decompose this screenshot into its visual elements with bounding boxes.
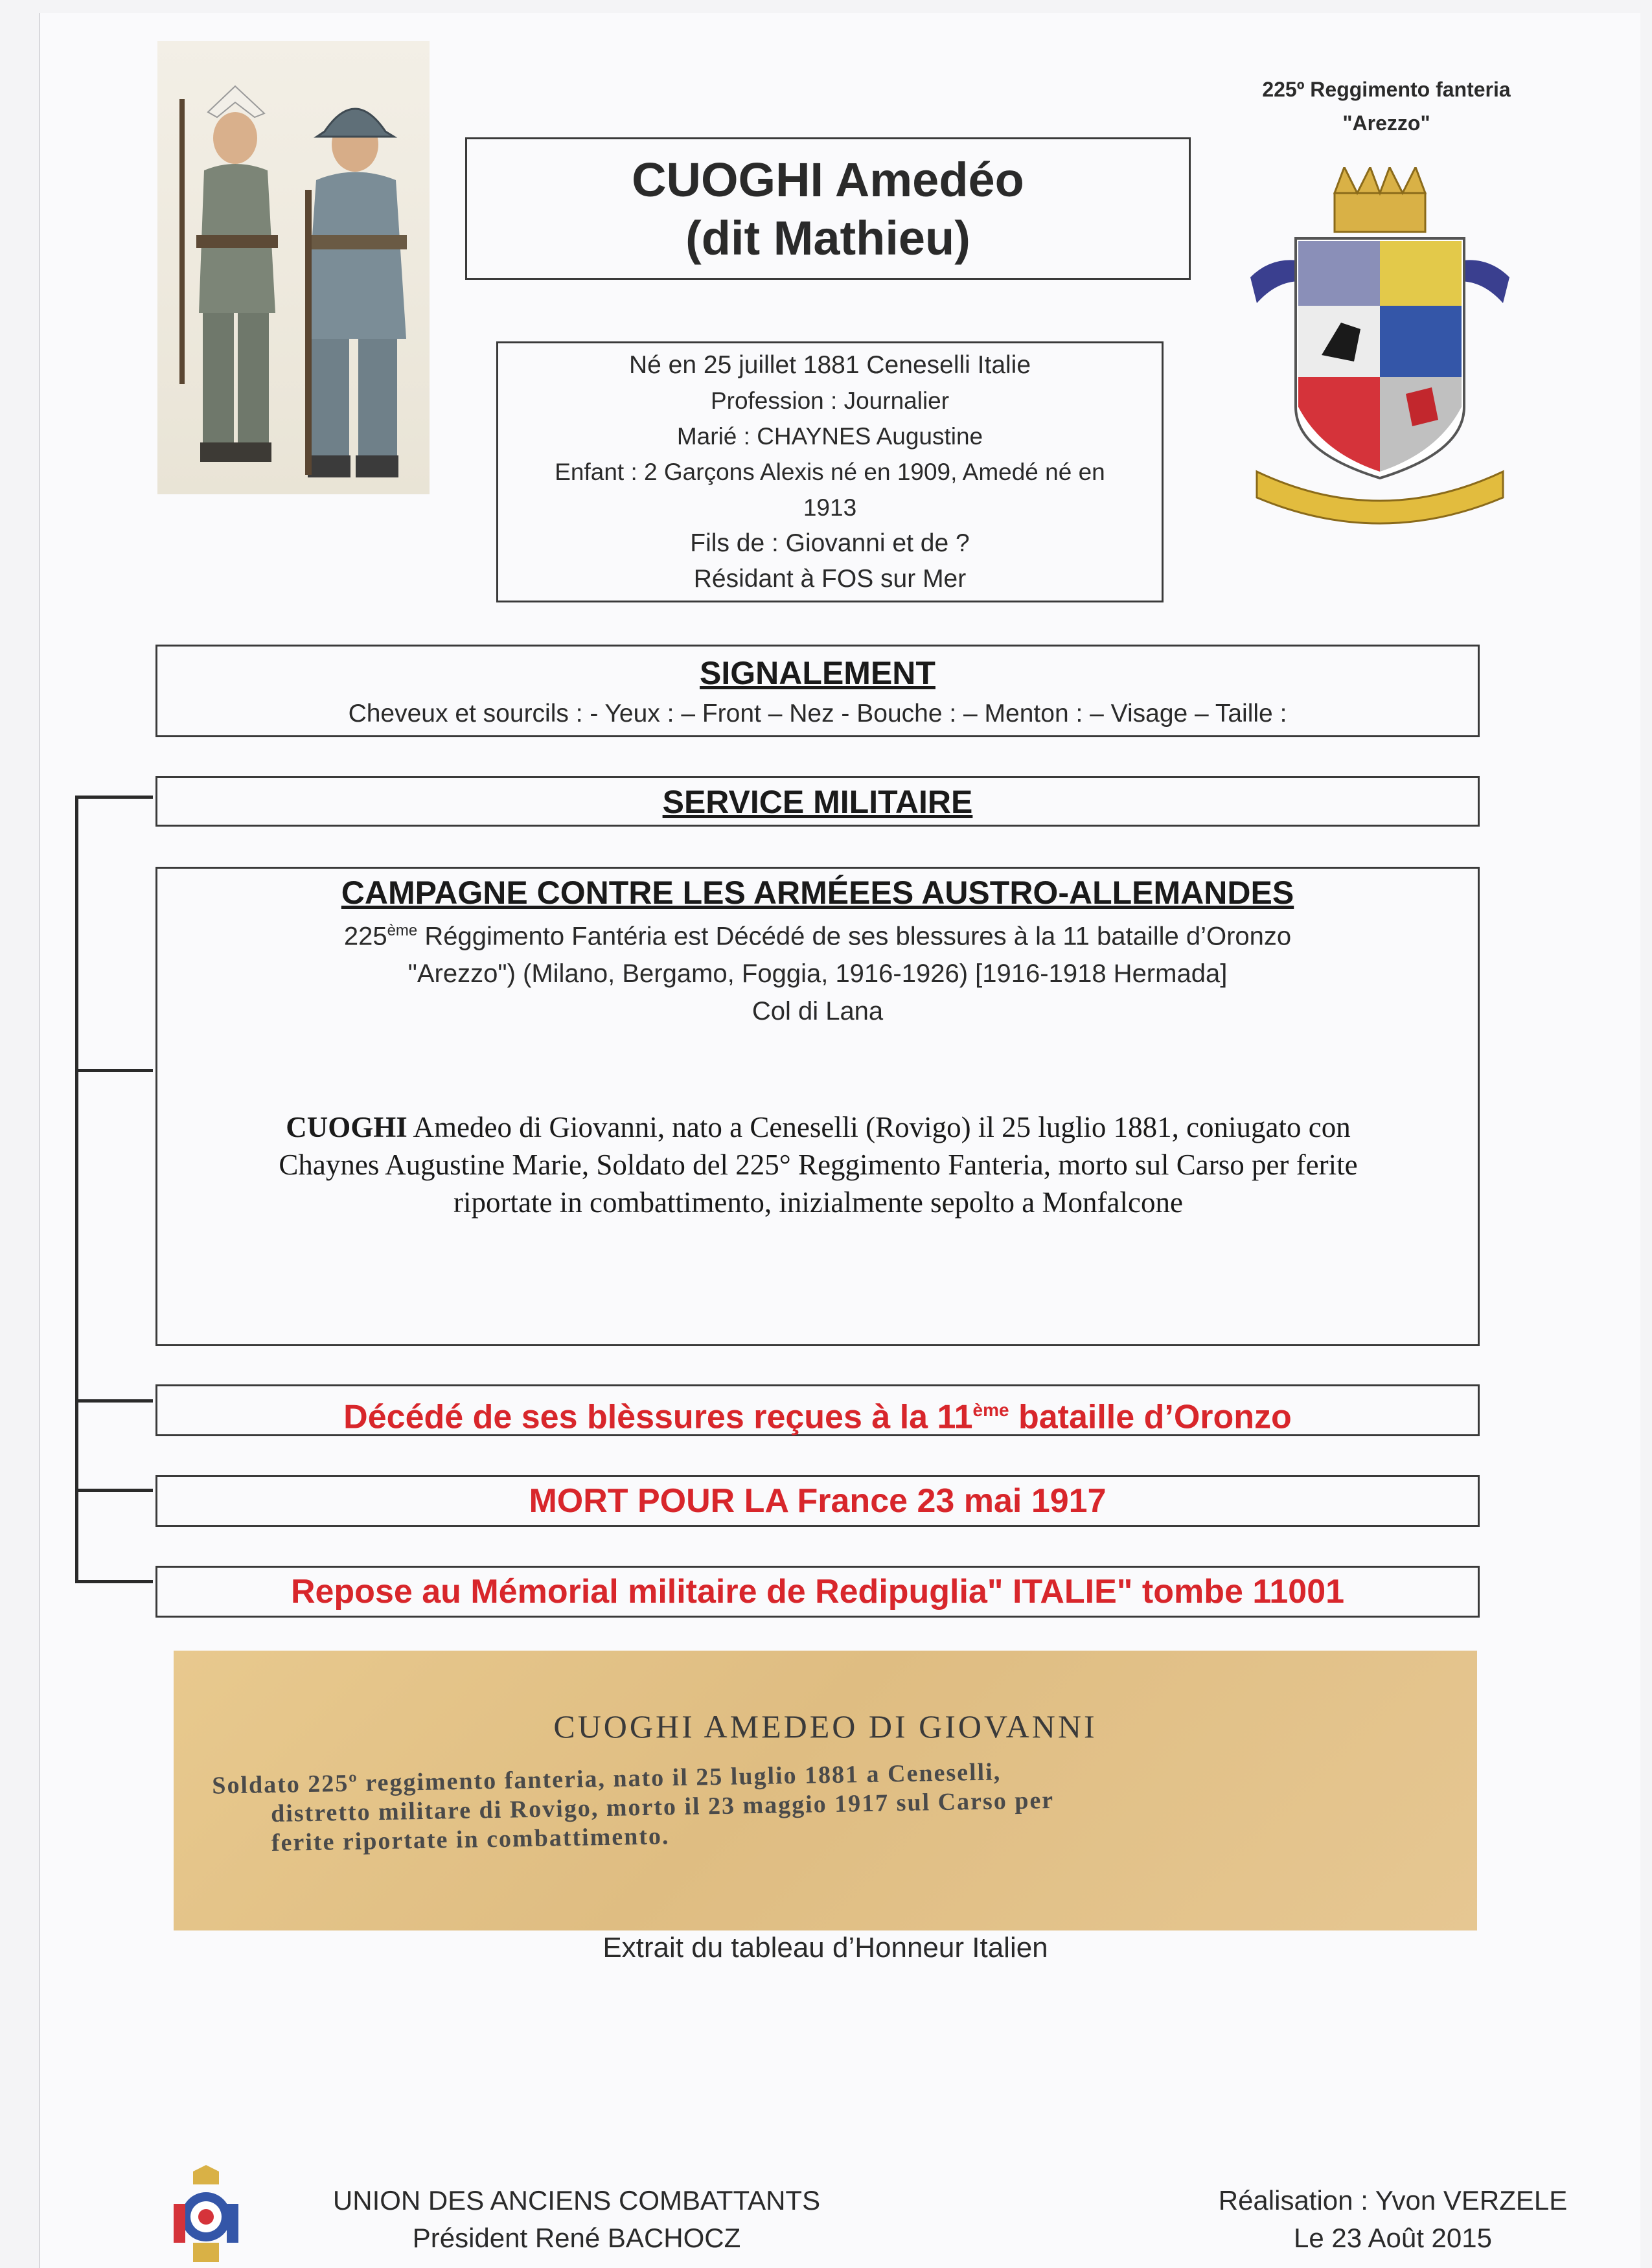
- campagne-line-1: 225ème Réggimento Fantéria est Décédé de ses blessures à la 11 bataille d’Oronzo: [343, 922, 1292, 951]
- spouse-line: Marié : CHAYNES Augustine: [676, 423, 983, 450]
- timeline-bracket: [75, 796, 78, 1583]
- regiment-name: [1205, 73, 1568, 140]
- signalement-text: Cheveux et sourcils : - Yeux : – Front – Nez - Bouche : – Menton : – Visage – Taille :: [348, 700, 1287, 727]
- realisation-author: Réalisation : Yvon VERZELE: [1218, 2185, 1568, 2216]
- parents-line: Fils de : Giovanni et de ?: [690, 529, 970, 557]
- signalement-box: [155, 645, 1480, 737]
- union-name: UNION DES ANCIENS COMBATTANTS: [332, 2185, 821, 2216]
- realisation-block: [1166, 2182, 1620, 2257]
- service-militaire-title: SERVICE MILITAIRE: [662, 784, 973, 820]
- clipping-name: CUOGHI AMEDEO DI GIOVANNI: [553, 1708, 1097, 1745]
- birth-line: Né en 25 juillet 1881 Ceneselli Italie: [628, 351, 1031, 379]
- profession-line: Profession : Journalier: [710, 387, 950, 414]
- mort-pour-la-france-box: MORT POUR LA France 23 mai 1917: [155, 1475, 1480, 1527]
- clipping-text: Soldato 225º reggimento fanteria, nato il 25 luglio 1881 a Ceneselli, distretto militare di Rovigo, morto il 23 maggio 1917 sul Carso per ferite riportate in combattimento.: [211, 1758, 1055, 1857]
- honour-roll-clipping: [174, 1651, 1477, 1930]
- bracket-tick: [75, 1069, 153, 1072]
- regiment-line2: "Arezzo": [1342, 111, 1430, 135]
- repose-box: Repose au Mémorial militaire de Redipuglia" ITALIE" tombe 11001: [155, 1566, 1480, 1618]
- union-president: Président René BACHOCZ: [412, 2223, 741, 2253]
- children-line-2: 1913: [803, 494, 857, 521]
- name-title-box: [465, 137, 1191, 280]
- campagne-line-3: Col di Lana: [751, 997, 884, 1025]
- soldiers-illustration: [157, 41, 430, 494]
- regiment-crest-icon: [1244, 167, 1516, 536]
- service-militaire-box: [155, 776, 1480, 827]
- wounds-box: Décédé de ses blèssures reçues à la 11ème bataille d’Oronzo: [155, 1384, 1480, 1436]
- realisation-date: Le 23 Août 2015: [1294, 2223, 1492, 2253]
- bracket-tick: [75, 1489, 153, 1492]
- children-line: Enfant : 2 Garçons Alexis né en 1909, Amedé né en: [555, 459, 1105, 485]
- signalement-title: SIGNALEMENT: [700, 655, 935, 691]
- italian-record: CUOGHI Amedeo di Giovanni, nato a Ceneselli (Rovigo) il 25 luglio 1881, coniugato con Chaynes Augustine Marie, Soldato del 225° Reggimento Fanteria, morto sul Carso per ferite riportate in combattimento, inizialmente sepolto a Monfalcone: [279, 1111, 1358, 1219]
- bracket-tick: [75, 1580, 153, 1583]
- residence-line: Résidant à FOS sur Mer: [693, 565, 967, 593]
- campagne-line-2: "Arezzo") (Milano, Bergamo, Foggia, 1916-1926) [1916-1918 Hermada]: [407, 959, 1228, 988]
- campagne-box: [155, 867, 1480, 1346]
- regiment-line1: 225º Reggimento fanteria: [1262, 78, 1511, 101]
- union-logo-icon: [174, 2165, 238, 2262]
- bracket-tick: [75, 1399, 153, 1403]
- identity-box: [496, 341, 1164, 602]
- bracket-tick: [75, 796, 153, 799]
- name-line: CUOGHI Amedéo: [632, 153, 1024, 207]
- campagne-title: CAMPAGNE CONTRE LES ARMÉEES AUSTRO-ALLEMANDES: [341, 875, 1294, 911]
- union-block: [285, 2182, 868, 2257]
- nickname-line: (dit Mathieu): [685, 211, 970, 265]
- clipping-caption: Extrait du tableau d’Honneur Italien: [602, 1932, 1048, 1964]
